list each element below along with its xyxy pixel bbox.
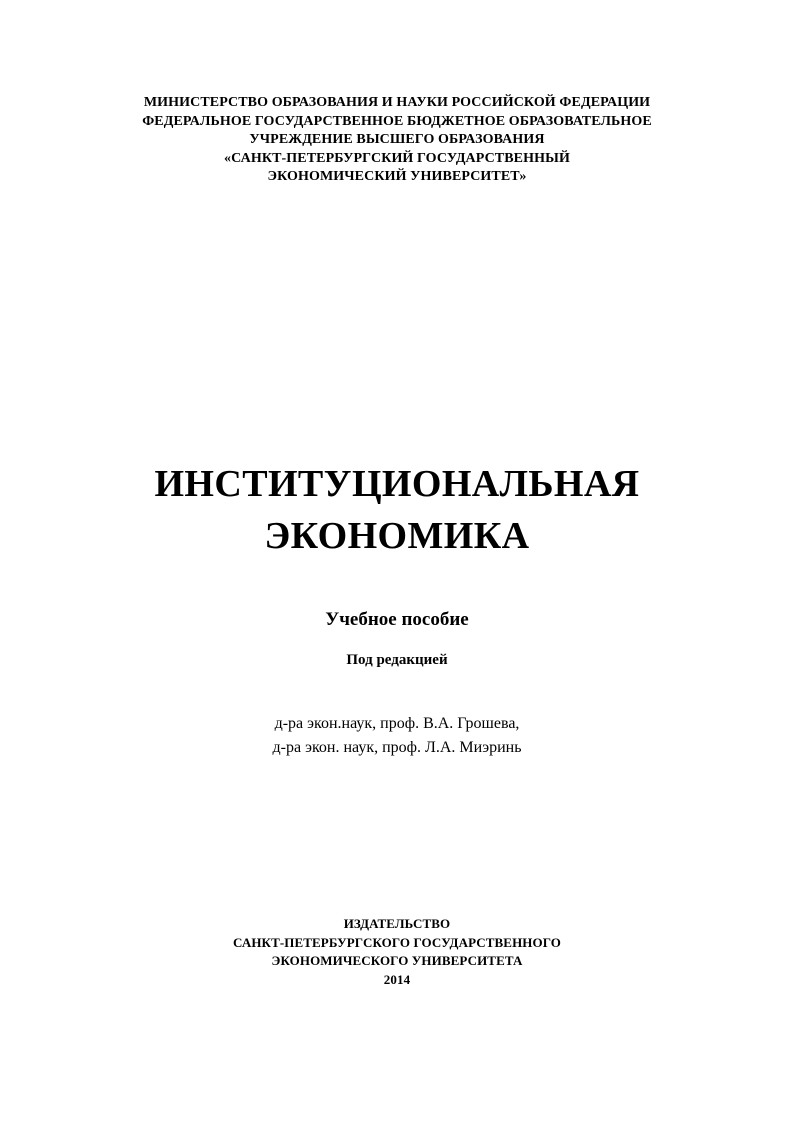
header-line: УЧРЕЖДЕНИЕ ВЫСШЕГО ОБРАЗОВАНИЯ bbox=[249, 132, 545, 147]
editor-line: д-ра экон. наук, проф. Л.А. Миэринь bbox=[272, 739, 522, 756]
publisher-line: ЭКОНОМИЧЕСКОГО УНИВЕРСИТЕТА bbox=[271, 953, 523, 968]
editors-label: Под редакцией bbox=[346, 652, 448, 668]
header-line: «САНКТ-ПЕТЕРБУРГСКИЙ ГОСУДАРСТВЕННЫЙ bbox=[224, 150, 570, 166]
ministry-header bbox=[0, 94, 794, 187]
publication-year: 2014 bbox=[383, 971, 411, 987]
publisher-line: САНКТ-ПЕТЕРБУРГСКОГО ГОСУДАРСТВЕННОГО bbox=[233, 934, 561, 950]
header-line: ЭКОНОМИЧЕСКИЙ УНИВЕРСИТЕТ» bbox=[267, 169, 527, 184]
publisher-block bbox=[0, 915, 794, 989]
editors-list bbox=[0, 712, 794, 760]
title-line: ИНСТИТУЦИОНАЛЬНАЯ bbox=[154, 463, 640, 505]
title-line: ЭКОНОМИКА bbox=[264, 515, 530, 557]
header-line: МИНИСТЕРСТВО ОБРАЗОВАНИЯ И НАУКИ РОССИЙСКОЙ ФЕДЕРАЦИИ bbox=[143, 95, 651, 110]
book-subtitle: Учебное пособие bbox=[325, 609, 469, 630]
book-title bbox=[0, 458, 794, 562]
publisher-line: ИЗДАТЕЛЬСТВО bbox=[343, 916, 451, 931]
editor-line: д-ра экон.наук, проф. В.А. Грошева, bbox=[274, 715, 520, 732]
header-line: ФЕДЕРАЛЬНОЕ ГОСУДАРСТВЕННОЕ БЮДЖЕТНОЕ ОБРАЗОВАТЕЛЬНОЕ bbox=[142, 113, 652, 129]
